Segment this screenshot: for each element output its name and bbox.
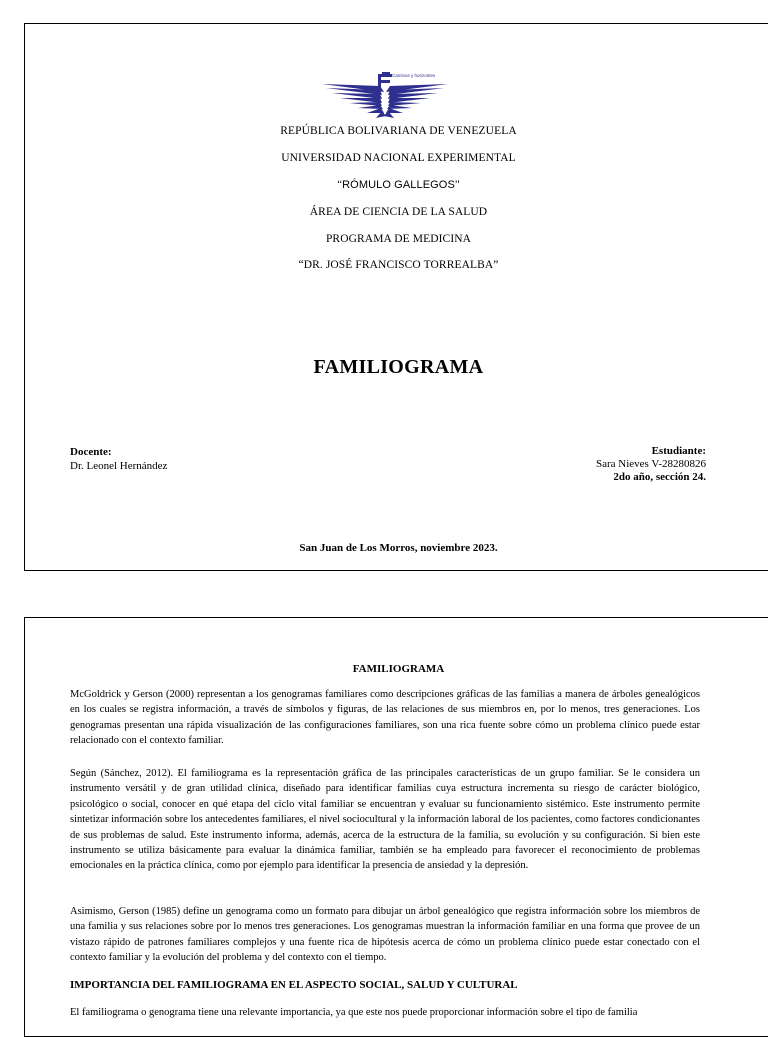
header-program: PROGRAMA DE MEDICINA xyxy=(325,233,472,245)
header-university: UNIVERSIDAD NACIONAL EXPERIMENTAL xyxy=(281,152,516,164)
place-date: San Juan de Los Morros, noviembre 2023. xyxy=(299,542,498,554)
logo-text: Caminos y horizontes xyxy=(392,73,436,78)
header-area: ÁREA DE CIENCIA DE LA SALUD xyxy=(309,206,488,218)
content-page xyxy=(24,617,768,1037)
header-romulo-gallegos: ‘‘RÓMULO GALLEGOS’’ xyxy=(337,179,460,191)
header-republic: REPÚBLICA BOLIVARIANA DE VENEZUELA xyxy=(280,125,517,137)
header-dr-torrealba: “DR. JOSÉ FRANCISCO TORREALBA” xyxy=(298,259,499,271)
paragraph-sanchez: Según (Sánchez, 2012). El familiograma es la representación gráfica de las principales características de un grupo familiar. Se le considera un instrumento versátil y de gran utilidad clínica, diseñado para identificar familias cuya estructura incrementa su riesgo de carácter biológico, psicológico o social, conocer en qué etapa del ciclo vital familiar se encuentran y evaluar su funcionamiento sistémico. Este instrumento permite sintetizar información sobre los antecedentes familiares, el nivel sociocultural y la información laboral de los pacientes, como factores condicionantes de sus problemas de salud. Este instrumento informa, además, acerca de la estructura de la familia, su evolución y su configuración. Si bien este instrumento se utiliza básicamente para evaluar la dinámica familiar, también se ha empleado para favorecer el reconocimiento de problemas emocionales en la práctica clínica, como por ejemplo para identificar la presencia de ansiedad y la depresión. xyxy=(70,768,700,872)
docente-block xyxy=(70,445,167,473)
university-logo xyxy=(320,68,450,128)
estudiante-label: Estudiante: xyxy=(651,445,706,457)
section-title: FAMILIOGRAMA xyxy=(352,663,445,675)
docente-label: Docente: xyxy=(70,446,112,458)
estudiante-section: 2do año, sección 24. xyxy=(613,471,706,483)
cover-page xyxy=(24,23,768,571)
importance-heading: IMPORTANCIA DEL FAMILIOGRAMA EN EL ASPECTO SOCIAL, SALUD Y CULTURAL xyxy=(70,979,518,991)
cover-title: FAMILIOGRAMA xyxy=(313,356,484,378)
paragraph-gerson: Asimismo, Gerson (1985) define un genograma como un formato para dibujar un árbol genealógico que registra información sobre los miembros de una familia y sus relaciones sobre por lo menos tres generaciones. Los genogramas muestran la información familiar en una forma que provee de un vistazo rápido de patrones familiares complejos y una fuente rica de hipótesis acerca de cómo un problema clínico puede estar conectado con el contexto familiar y la evolución del problema y del contexto con el tiempo. xyxy=(70,906,700,964)
paragraph-mcgoldrick: McGoldrick y Gerson (2000) representan a los genogramas familiares como descripciones gráficas de las familias a manera de árboles genealógicos en los cuales se registra información, a través de símbolos y figuras, de las relaciones de sus miembros en, por lo menos, tres generaciones. Los genogramas presentan una rápida visualización de las configuraciones familiares, son una rica fuente sobre cómo un problema clínico puede estar relacionado con el contexto familiar. xyxy=(70,689,700,747)
estudiante-name: Sara Nieves V-28280826 xyxy=(596,458,706,470)
docente-name: Dr. Leonel Hernández xyxy=(70,460,168,472)
estudiante-block xyxy=(596,445,706,484)
paragraph-importance: El familiograma o genograma tiene una relevante importancia, ya que este nos puede proporcionar información sobre el tipo de familia xyxy=(70,1007,638,1018)
